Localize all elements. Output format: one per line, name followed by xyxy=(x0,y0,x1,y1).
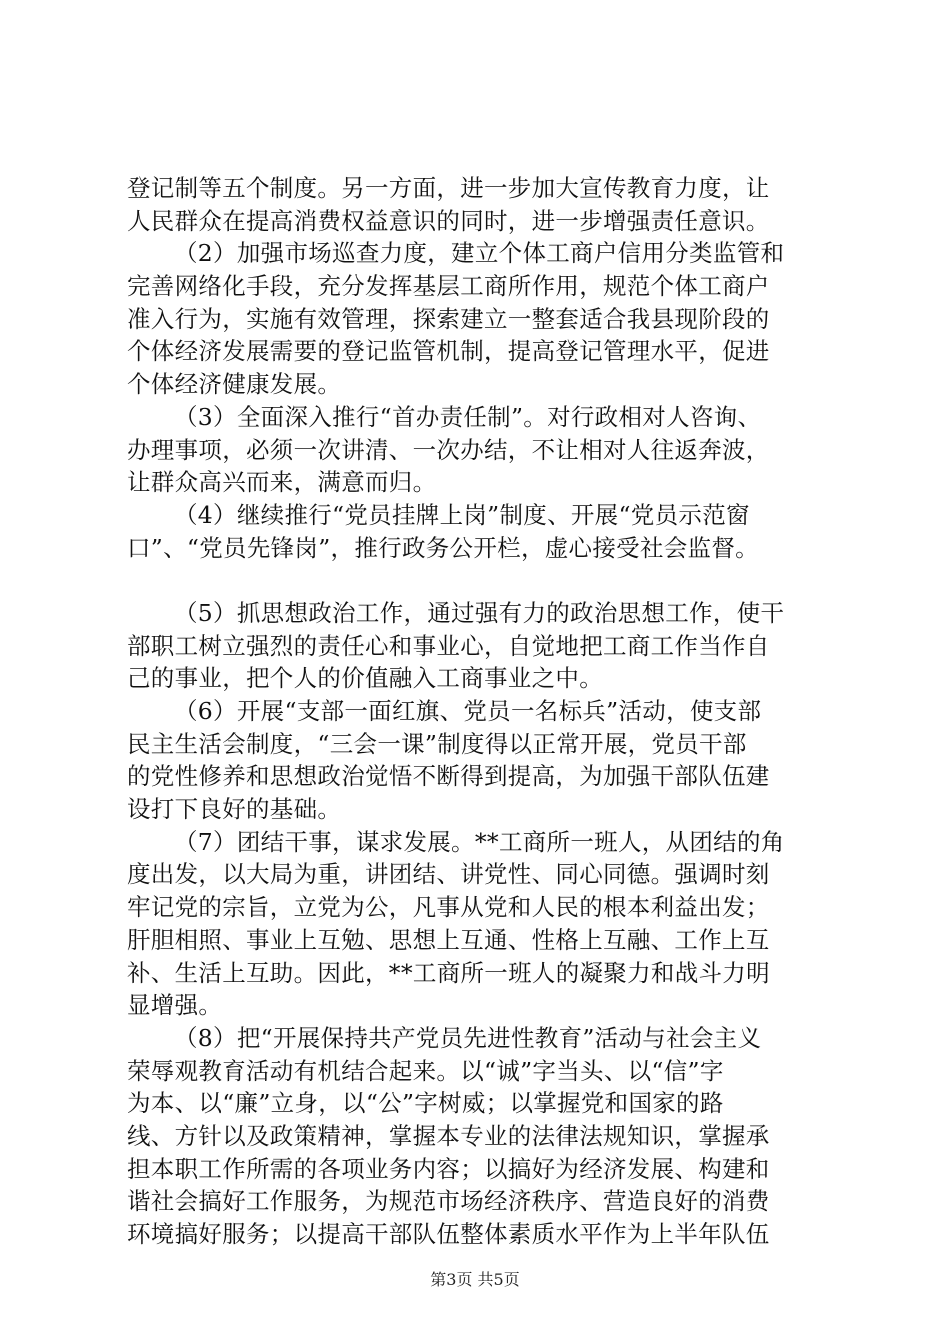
text-line: 担本职工作所需的各项业务内容；以搞好为经济发展、构建和 xyxy=(127,1154,770,1183)
paragraph-gap xyxy=(127,564,847,597)
text-line: 己的事业，把个人的价值融入工商事业之中。 xyxy=(127,664,603,693)
text-line: 人民群众在提高消费权益意识的同时，进一步增强责任意识。 xyxy=(127,206,770,235)
text-line: 度出发，以大局为重，讲团结、讲党性、同心同德。强调时刻 xyxy=(127,860,770,889)
text-line: 完善网络化手段，充分发挥基层工商所作用，规范个体工商户 xyxy=(127,272,770,301)
paragraph-5-start: （5）抓思想政治工作，通过强有力的政治思想工作，使干 xyxy=(174,598,785,627)
text-line: 让群众高兴而来，满意而归。 xyxy=(127,468,437,497)
text-line: 准入行为，实施有效管理，探索建立一整套适合我县现阶段的 xyxy=(127,304,770,333)
text-line: 显增强。 xyxy=(127,991,223,1020)
text-line: 肝胆相照、事业上互勉、思想上互通、性格上互融、工作上互 xyxy=(127,925,770,954)
text-line: 办理事项，必须一次讲清、一次办结，不让相对人往返奔波， xyxy=(127,435,770,464)
paragraph-7-start: （7）团结干事，谋求发展。**工商所一班人，从团结的角 xyxy=(174,827,785,856)
text-line: 线、方针以及政策精神，掌握本专业的法律法规知识，掌握承 xyxy=(127,1121,770,1150)
paragraph-6-start: （6）开展“支部一面红旗、党员一名标兵”活动，使支部 xyxy=(174,697,762,725)
text-line: 民主生活会制度，“三会一课”制度得以正常开展，党员干部 xyxy=(127,729,747,758)
text-line: 补、生活上互助。因此，**工商所一班人的凝聚力和战斗力明 xyxy=(127,958,770,987)
paragraph-3-start: （3）全面深入推行“首办责任制”。对行政相对人咨询、 xyxy=(174,402,762,431)
document-body xyxy=(127,172,847,1251)
paragraph-2-start: （2）加强市场巡查力度，建立个体工商户信用分类监管和 xyxy=(174,239,785,268)
text-line: 谐社会搞好工作服务，为规范市场经济秩序、营造良好的消费 xyxy=(127,1187,770,1216)
paragraph-8-start: （8）把“开展保持共产党员先进性教育”活动与社会主义 xyxy=(174,1023,762,1052)
page-number-footer: 第3页 共5页 xyxy=(430,1270,520,1289)
text-line: 部职工树立强烈的责任心和事业心，自觉地把工商工作当作自 xyxy=(127,631,770,660)
text-line: 个体经济发展需要的登记监管机制，提高登记管理水平，促进 xyxy=(127,337,770,366)
text-line: 环境搞好服务；以提高干部队伍整体素质水平作为上半年队伍 xyxy=(127,1220,770,1248)
paragraph-4-start: （4）继续推行“党员挂牌上岗”制度、开展“党员示范窗 xyxy=(174,500,750,529)
text-line: 的党性修养和思想政治觉悟不断得到提高，为加强干部队伍建 xyxy=(127,762,770,791)
text-line: 为本、以“廉”立身，以“公”字树威；以掌握党和国家的路 xyxy=(127,1089,724,1118)
text-line: 口”、“党员先锋岗”，推行政务公开栏，虚心接受社会监督。 xyxy=(127,533,759,562)
text-line: 牢记党的宗旨，立党为公，凡事从党和人民的根本利益出发； xyxy=(127,893,770,922)
text-line: 设打下良好的基础。 xyxy=(127,795,342,824)
text-line: 个体经济健康发展。 xyxy=(127,370,342,399)
text-line: 荣辱观教育活动有机结合起来。以“诚”字当头、以“信”字 xyxy=(127,1056,724,1085)
text-line: 登记制等五个制度。另一方面，进一步加大宣传教育力度，让 xyxy=(127,174,770,202)
